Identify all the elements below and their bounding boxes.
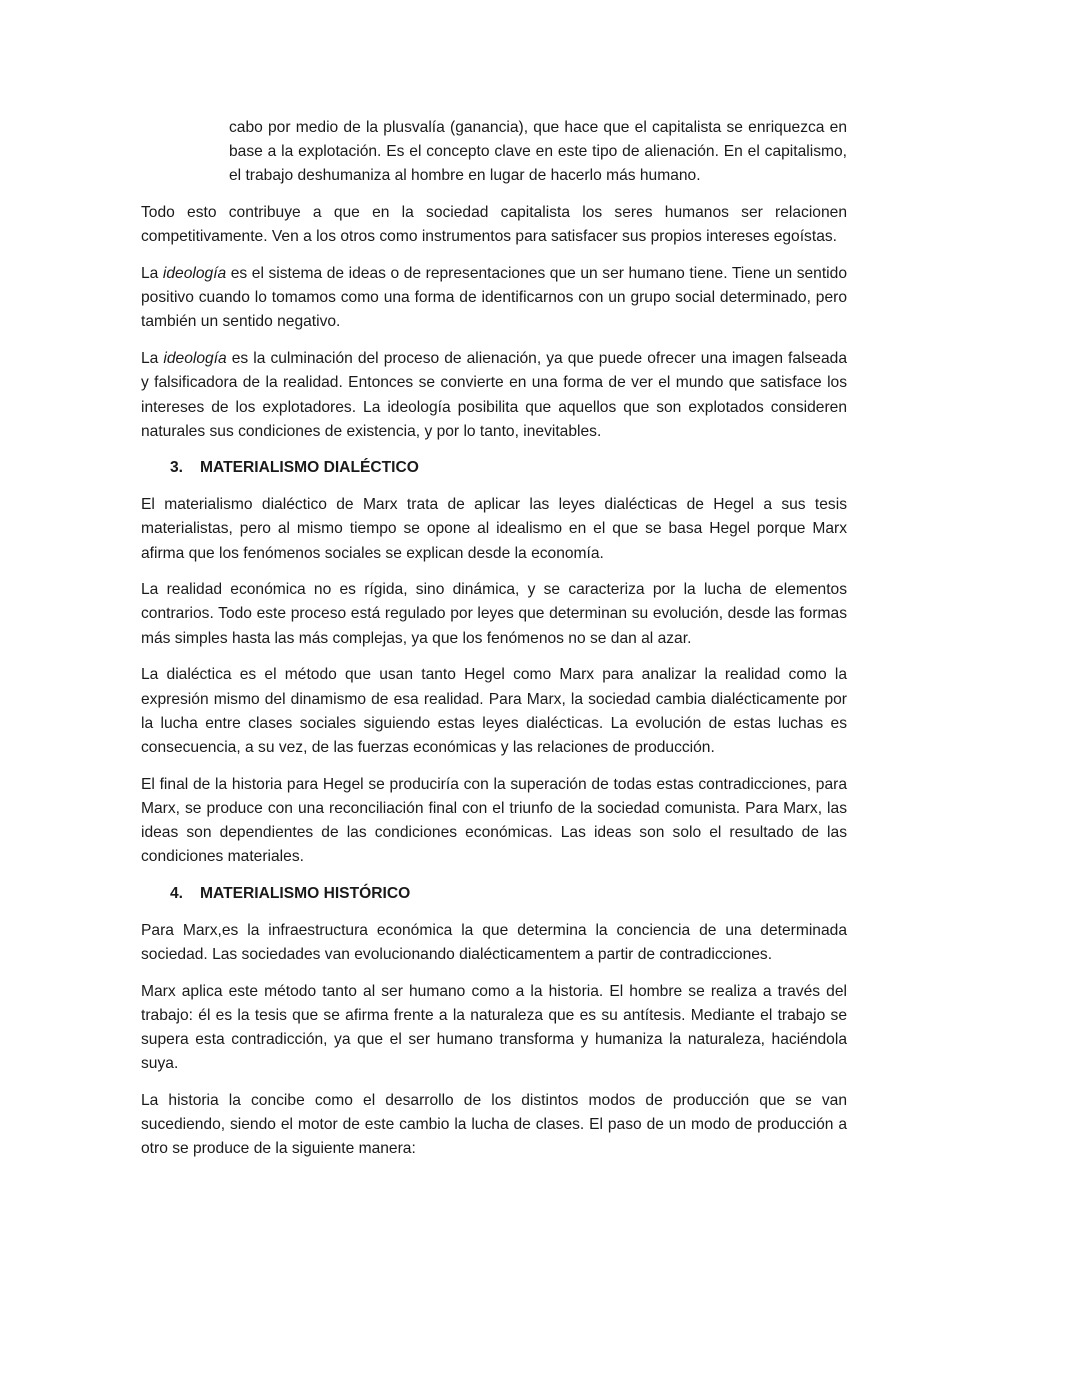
section-4-paragraph-2: Marx aplica este método tanto al ser humano como a la historia. El hombre se realiza a través del trabajo: él es la tesis que se afirma frente a la naturaleza que es su antítesis. Mediante el trabajo se supera esta contradicción, ya que el ser humano transforma y humaniza la naturaleza, haciéndola suya. [141, 982, 847, 1073]
document-page [141, 116, 847, 1174]
section-3-heading [170, 456, 847, 480]
section-4-paragraph-3: La historia la concibe como el desarrollo de los distintos modos de producción que se van sucediendo, siendo el motor de este cambio la lucha de clases. El paso de un modo de producción a otro se produce de la siguiente manera: [141, 1091, 847, 1158]
section-4-title: MATERIALISMO HISTÓRICO [200, 884, 411, 902]
section-4-number: 4. [170, 884, 184, 902]
competitive-relations-paragraph: Todo esto contribuye a que en la sociedad capitalista los seres humanos ser relacionen competitivamente. Ven a los otros como instrumentos para satisfacer sus propios intereses egoístas. [141, 204, 847, 246]
ideology-term: ideología [162, 265, 227, 283]
continuation-paragraph: cabo por medio de la plusvalía (ganancia), que hace que el capitalista se enriquezca en base a la explotación. Es el concepto clave en este tipo de alienación. En el capitalismo, el trabajo deshumaniza al hombre en lugar de hacerlo más humano. [229, 119, 847, 185]
section-3-paragraph-3: La dialéctica es el método que usan tanto Hegel como Marx para analizar la realidad como la expresión mismo del dinamismo de esa realidad. Para Marx, la sociedad cambia dialécticamente por la lucha entre clases sociales siguiendo estas leyes dialécticas. La evolución de estas luchas es consecuencia, a su vez, de las fuerzas económicas y las relaciones de producción. [141, 666, 847, 756]
section-3-paragraph-2: La realidad económica no es rígida, sino dinámica, y se caracteriza por la lucha de elementos contrarios. Todo este proceso está regulado por leyes que determinan su evolución, desde las formas más simples hasta las más complejas, ya que los fenómenos no se dan al azar. [141, 581, 847, 647]
section-4-heading [170, 882, 847, 906]
ideology-alienation-text: es la culminación del proceso de alienación, ya que puede ofrecer una imagen falseada y falsificadora de la realidad. Entonces se convierte en una forma de ver el mundo que satisface los intereses de los explotadores. La ideología posibilita que aquellos que son explotados consideren naturales sus condiciones de existencia, y por lo tanto, inevitables. [141, 350, 847, 440]
section-3-paragraph-1: El materialismo dialéctico de Marx trata de aplicar las leyes dialécticas de Hegel a sus tesis materialistas, pero al mismo tiempo se opone al idealismo en el que se basa Hegel porque Marx afirma que los fenómenos sociales se explican desde la economía. [141, 496, 847, 562]
ideology-prefix: La [141, 350, 164, 368]
ideology-prefix: La [141, 265, 163, 283]
section-3-paragraph-4: El final de la historia para Hegel se produciría con la superación de todas estas contradicciones, para Marx, se produce con una reconciliación final con el triunfo de la sociedad comunista. Para Marx, las ideas son dependientes de las condiciones económicas. Las ideas son solo el resultado de las condiciones materiales. [141, 775, 847, 866]
ideology-definition-text: es el sistema de ideas o de representaciones que un ser humano tiene. Tiene un sentido positivo cuando lo tomamos como una forma de identificarnos con un grupo social determinado, pero también un sentido negativo. [141, 265, 847, 331]
ideology-alienation-paragraph [141, 347, 847, 444]
section-4-paragraph-1: Para Marx,es la infraestructura económica la que determina la conciencia de una determinada sociedad. Las sociedades van evolucionando dialécticamentem a partir de contradicciones. [141, 921, 847, 963]
ideology-term: ideología [163, 350, 227, 368]
ideology-definition-paragraph [141, 262, 847, 335]
section-3-number: 3. [170, 459, 184, 477]
section-3-title: MATERIALISMO DIALÉCTICO [200, 459, 419, 477]
